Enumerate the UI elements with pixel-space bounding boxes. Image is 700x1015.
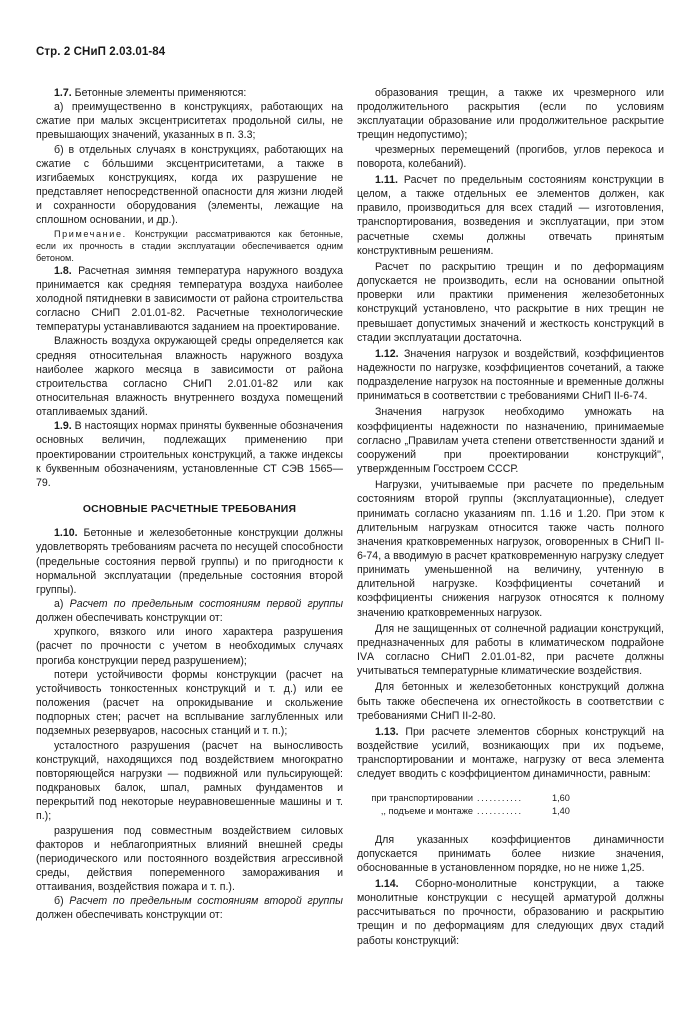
clause-1-12-solar: Для не защищенных от солнечной радиации конструкций, предназначенных для работы в климатическом подрайоне IVА согласно СНиП 2.01.01-82, при расчете должны учитываться температурные климатические воздействия. [357, 622, 664, 678]
clause-1-12-fire: Для бетонных и железобетонных конструкций должна быть также обеспечена их огнестойкость в соответствии с требованиями СНиП II-2-80. [357, 681, 664, 722]
clause-1-10: 1.10. Бетонные и железобетонные конструкции должны удовлетворять требованиям расчета по несущей способности (предельные состояния первой группы) и по пригодности к нормальной эксплуатации (предельные состояния второй группы). [36, 527, 343, 596]
dynamic-factors [357, 792, 664, 819]
clause-1-7: 1.7. Бетонные элементы применяются: [54, 87, 247, 99]
factor-value: 1,60 [552, 792, 570, 803]
clause-1-10-a: а) Расчет по предельным состояниям первой группы должен обеспечивать конструкции от: [36, 598, 343, 625]
clause-1-12-factors: Значения нагрузок необходимо умножать на коэффициенты надежности по назначению, принимаемые согласно „Правилам учета степени ответственности зданий и сооружений при проектировании конструкций'', утвержденным Госстроем СССР. [357, 406, 664, 476]
factor-name: ,, подъеме и монтаже [380, 806, 473, 816]
clause-1-11-cracks: Расчет по раскрытию трещин и по деформациям допускается не производить, если на основании опытной проверки или практики применения железобетонных конструкций установлено, что раскрытие в них трещин не превышает допустимых значений и жесткость конструкций в стадии эксплуатации достаточна. [357, 260, 664, 344]
factor-row [357, 792, 664, 806]
clause-1-8-humidity: Влажность воздуха окружающей среды определяется как средняя относительная влажность наружного воздуха наиболее жаркого месяца в зависимости от района строительства согласно СНиП 2.01.01-82 или как относительная влажность внутреннего воздуха помещений отапливаемых зданий. [36, 335, 343, 419]
clause-1-13-note: Для указанных коэффициентов динамичности допускается принимать более низкие значения, обоснованные в установленном порядке, но не ниже 1,25. [357, 833, 664, 874]
note: Примечание. Конструкции рассматриваются как бетонные, если их прочность в стадии эксплуатации обеспечивается одним бетоном. [36, 228, 343, 263]
section-heading: ОСНОВНЫЕ РАСЧЕТНЫЕ ТРЕБОВАНИЯ [82, 504, 297, 516]
clause-1-8: 1.8. Расчетная зимняя температура наружного воздуха принимается как средняя температура воздуха наиболее холодной пятидневки в зависимости от района строительства согласно СНиП 2.01.01-82. Расчетные технологические температуры устанавливаются заданием на проектирование. [36, 264, 343, 334]
clause-1-7-a: а) преимущественно в конструкциях, работающих на сжатие при малых эксцентриситетах продольной силы, не превышающих значений, указанных в п. 3.3; [36, 101, 343, 142]
clause-1-13: 1.13. При расчете элементов сборных конструкций на воздействие усилий, возникающих при их подъеме, транспортировании и монтаже, нагрузку от веса элемента следует вводить с коэффициентом динамичности, равным: [357, 725, 664, 781]
list-item: разрушения под совместным воздействием силовых факторов и неблагоприятных влияний внешней среды (периодического или постоянного воздействия агрессивной среды, действия попеременного замораживания и оттаивания, воздействия пожара и т. п.). [36, 824, 343, 894]
clause-1-12: 1.12. Значения нагрузок и воздействий, коэффициентов надежности по нагрузке, коэффициентов сочетаний, а также подразделение нагрузок на постоянные и временные должны приниматься в соответствии с требованиями СНиП II-6-74. [357, 347, 664, 403]
list-item: образования трещин, а также их чрезмерного или продолжительного раскрытия (если по условиям эксплуатации образование или продолжительное раскрытие трещин недопустимо); [357, 87, 664, 142]
factor-value: 1,40 [552, 806, 570, 816]
page-header: Стр. 2 СНиП 2.03.01-84 [36, 46, 166, 58]
clause-1-11: 1.11. Расчет по предельным состояниям конструкции в целом, а также отдельных ее элементов должен, как правило, производиться для всех стадий — изготовления, транспортирования, возведения и эксплуатации, при этом расчетные схемы должны отвечать принятым конструктивным решениям. [357, 173, 664, 257]
list-item: чрезмерных перемещений (прогибов, углов перекоса и поворота, колебаний). [357, 143, 664, 170]
right-column [357, 86, 664, 948]
clause-1-9: 1.9. В настоящих нормах приняты буквенные обозначения основных величин, подлежащих применению при проектировании строительных конструкций, а также индексы к буквенным обозначениям, установленные СТ СЭВ 1565—79. [36, 420, 343, 489]
list-item: хрупкого, вязкого или иного характера разрушения (расчет по прочности с учетом в необходимых случаях прогиба конструкции перед разрушением); [36, 626, 343, 667]
factor-name: при транспортировании [371, 792, 473, 803]
list-item: потери устойчивости формы конструкции (расчет на устойчивость тонкостенных конструкций и т. д.) или ее положения (расчет на опрокидывание и скольжение подпорных стен; расчет на всплывание заглубленных или подземных резервуаров, насосных станций и т. п.); [36, 668, 343, 738]
text-columns [36, 86, 664, 948]
factor-row [357, 805, 664, 819]
clause-1-14: 1.14. Сборно-монолитные конструкции, а также монолитные конструкции с несущей арматурой должны рассчитываться по прочности, образованию и раскрытию трещин и по деформациям для следующих двух стадий работы конструкций: [357, 877, 664, 947]
clause-1-10-b: б) Расчет по предельным состояниям второй группы должен обеспечивать конструкции от: [36, 895, 343, 922]
clause-1-7-b: б) в отдельных случаях в конструкциях, работающих на сжатие с бóльшими эксцентриситетами, а также в изгибаемых конструкциях, когда их разрушение не представляет непосредственной опасности для жизни людей и сохранности оборудования (элементы, лежащие на сплошном основании, и др.). [36, 143, 343, 227]
leader-dots: ........... [477, 806, 523, 816]
left-column [36, 86, 343, 948]
leader-dots: ........... [477, 792, 523, 803]
list-item: усталостного разрушения (расчет на выносливость конструкций, находящихся под воздействием многократно повторяющейся нагрузки — подвижной или пульсирующей: подкрановых балок, шпал, рамных фундаментов и перекрытий под некоторые неуравновешенные машины и т. п.); [36, 739, 343, 823]
clause-1-12-loads: Нагрузки, учитываемые при расчете по предельным состояниям второй группы (эксплуатационные), следует принимать согласно указаниям пп. 1.16 и 1.20. При этом к длительным нагрузкам относится также часть полного значения кратковременных нагрузок, оговоренных в СНиП II-6-74, а вводимую в расчет кратковременную нагрузку следует принимать уменьшенной на величину, учтенную в длительной нагрузке. Коэффициенты сочетаний и коэффициенты снижения нагрузок относятся к полному значению кратковременных нагрузок. [357, 479, 664, 619]
